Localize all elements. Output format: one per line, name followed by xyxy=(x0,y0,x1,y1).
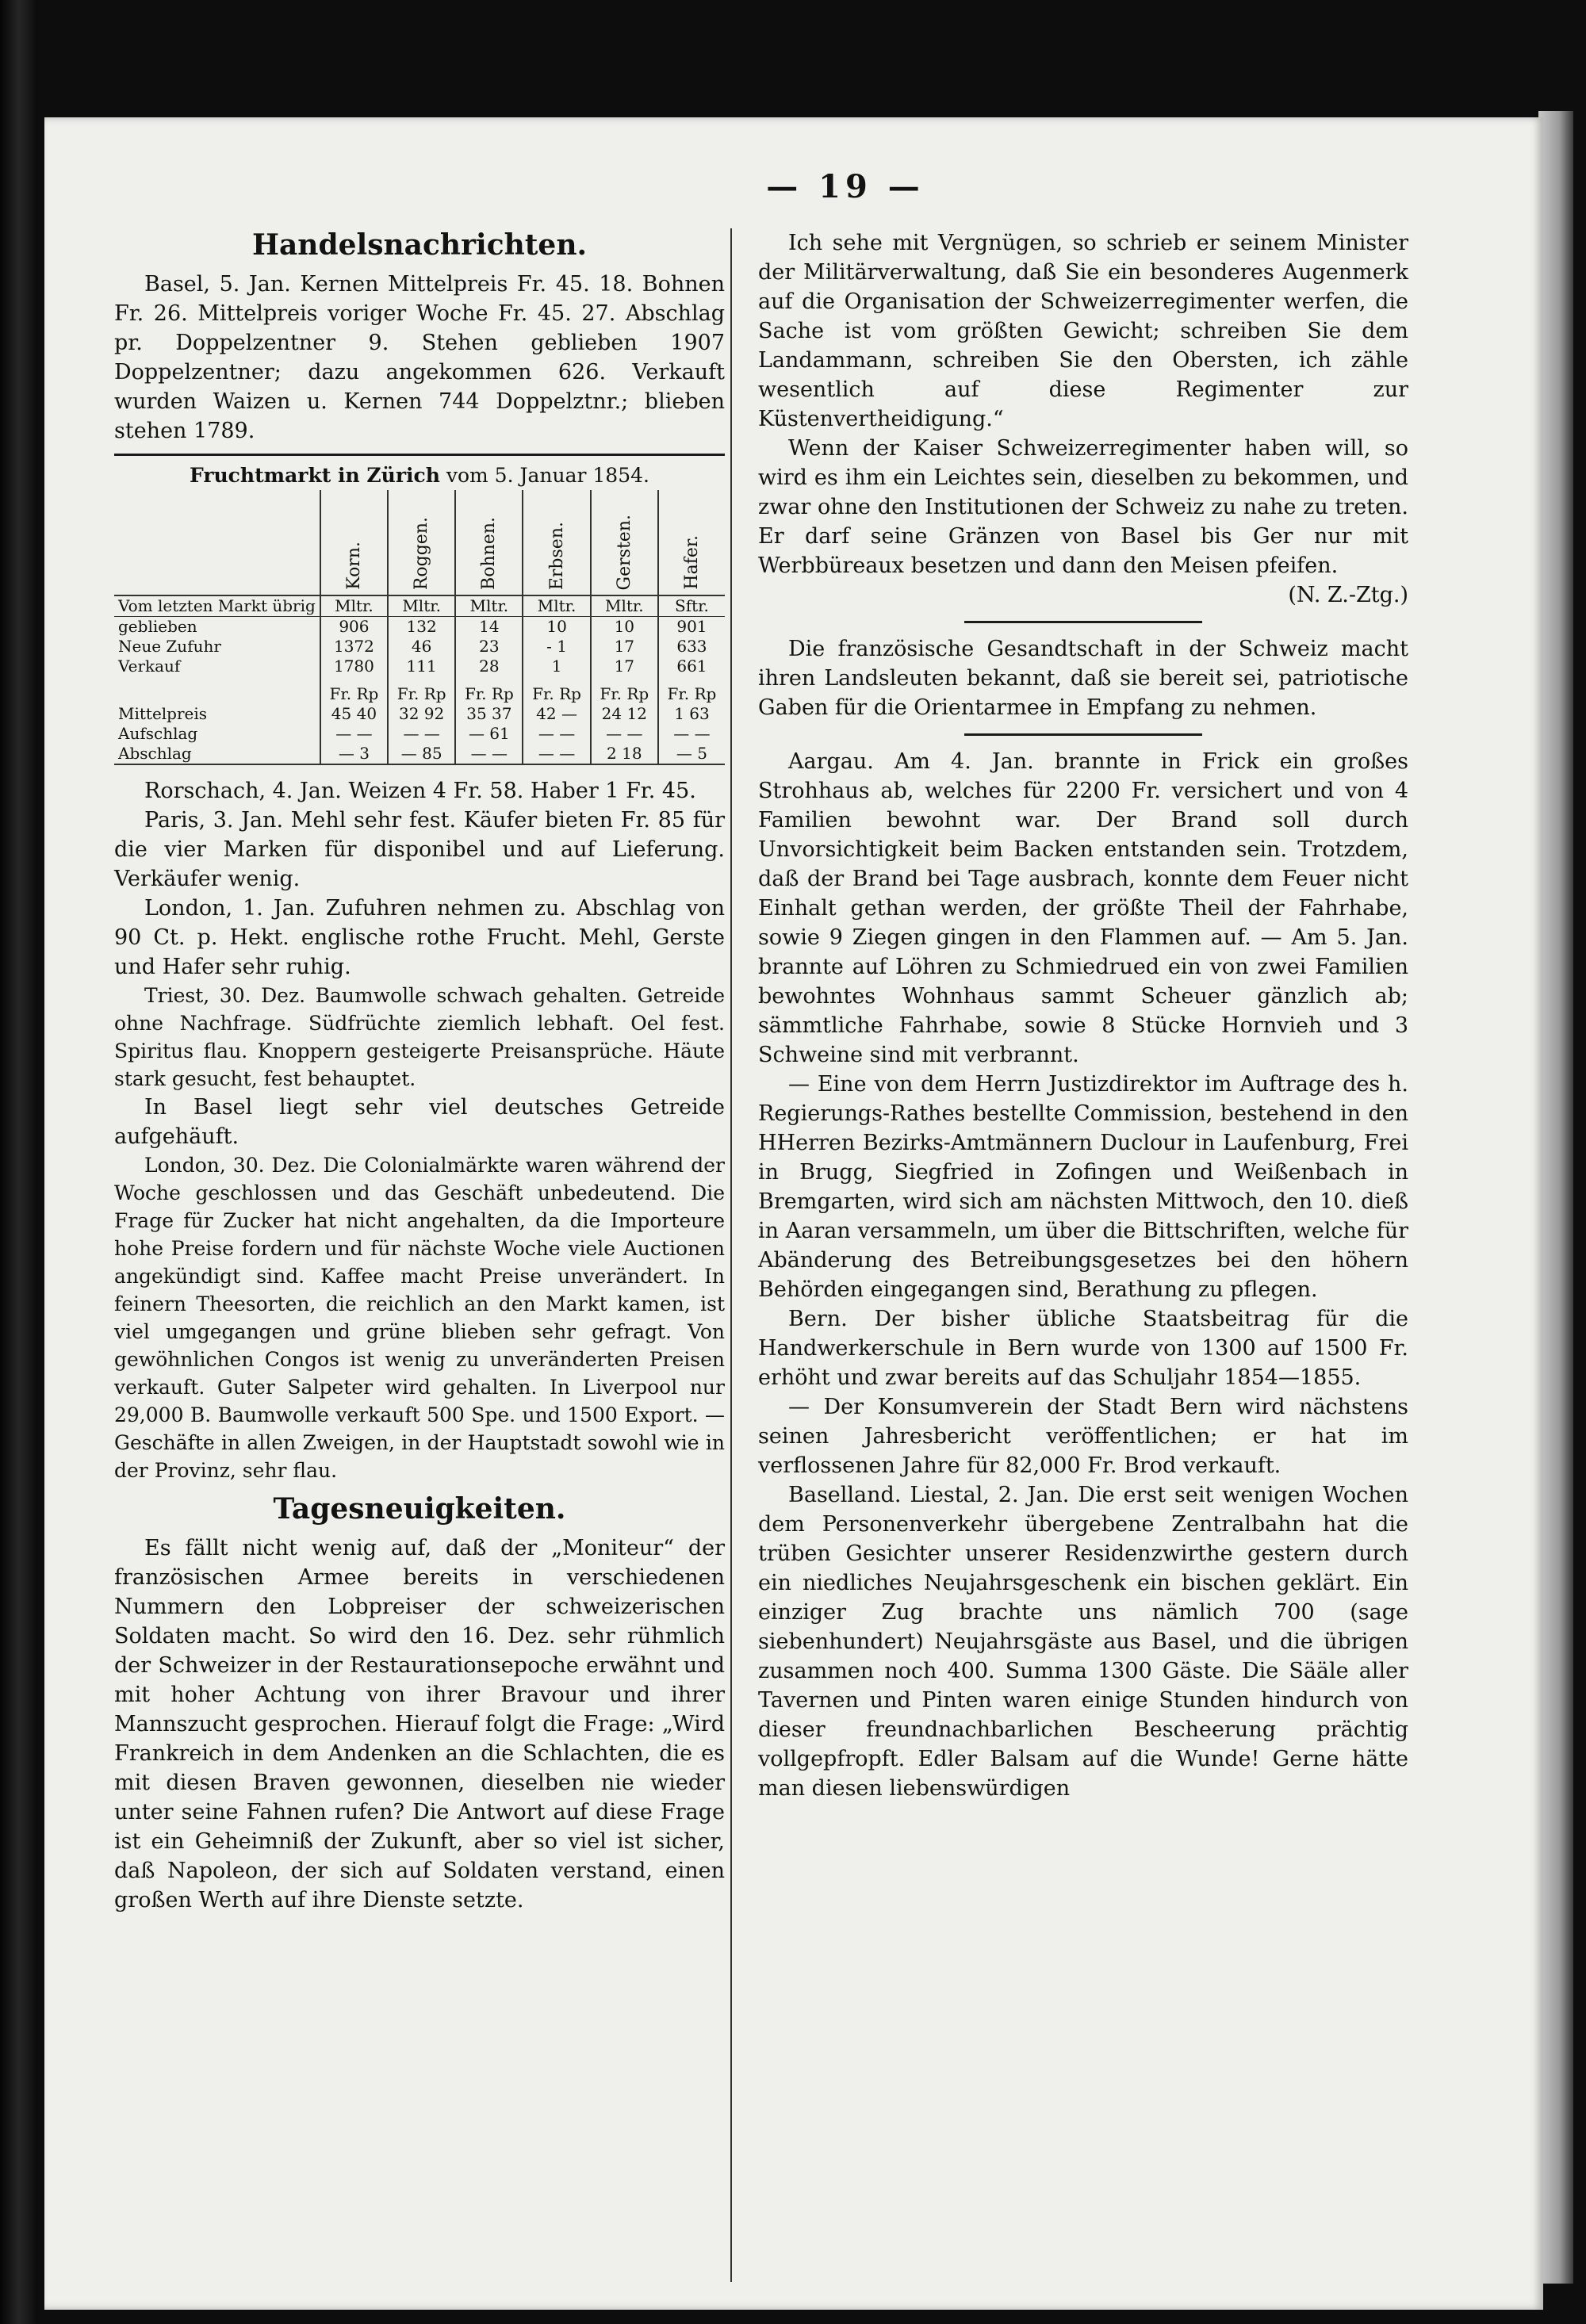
article-triest: Triest, 30. Dez. Baumwolle schwach gehalten. Getreide ohne Nachfrage. Südfrüchte ziemlich lebhaft. Oel fest. Spiritus flau. Knoppern gesteigerte Preisansprüche. Häute stark gesucht, fest behauptet. xyxy=(114,984,725,1090)
article-basel: Basel, 5. Jan. Kernen Mittelpreis Fr. 45. 18. Bohnen Fr. 26. Mittelpreis voriger Woche Fr. 45. 27. Abschlag pr. Doppelzentner 9. Stehen geblieben 1907 Doppelzentner; dazu angekommen 626. Verkauft wurden Waizen u. Kernen 744 Doppelztnr.; blieben stehen 1789. xyxy=(114,272,725,443)
article-moniteur: Es fällt nicht wenig auf, daß der „Moniteur“ der französischen Armee bereits in verschiedenen Nummern den Lobpreiser der schweizerischen Soldaten macht. So wird den 16. Dez. sehr rühmlich der Schweizer in der Restaurationsepoche erwähnt und mit hoher Achtung von ihrer Bravour und ihrer Mannszucht gesprochen. Hierauf folgt die Frage: „Wird Frankreich in dem Andenken an die Schlachten, die es mit diesen Braven gewonnen, dieselben nie wieder unter seine Fahnen rufen? Die Antwort auf diese Frage ist ein Geheimniß der Zukunft, aber so viel ist sicher, daß Napoleon, der sich auf Soldaten verstand, einen großen Werth auf ihre Dienste setzte. xyxy=(114,1536,725,1912)
rule xyxy=(114,454,725,456)
article-aargau: Aargau. Am 4. Jan. brannte in Frick ein großes Strohhaus ab, welches für 2200 Fr. versichert und von 4 Familien bewohnt war. Der Brand soll durch Unvorsichtigkeit beim Backen entstanden sein. Trotzdem, daß der Brand bei Tage ausbrach, konnte dem Feuer nicht Einhalt gethan werden, der größte Theil der Fahrhabe, sowie 9 Ziegen gingen in den Flammen auf. — Am 5. Jan. brannte auf Löhren zu Schmiedrued ein von zwei Familien bewohntes Wohnhaus sammt Scheuer gänzlich ab; sämmtliche Fahrhabe, sowie 8 Stücke Hornvieh und 3 Schweine sind mit verbrannt. xyxy=(758,749,1408,1067)
column-header: Hafer. xyxy=(658,490,725,595)
column-header: Bohnen. xyxy=(455,490,523,595)
fruchtmarkt-table xyxy=(114,490,725,765)
article-rorschach: Rorschach, 4. Jan. Weizen 4 Fr. 58. Haber 1 Fr. 45. xyxy=(144,779,696,803)
article-source: (N. Z.-Ztg.) xyxy=(1288,583,1408,607)
article-basel-getreide: In Basel liegt sehr viel deutsches Getreide aufgehäuft. xyxy=(114,1095,725,1149)
unit-row: Fr. Rp Fr. Rp Fr. Rp Fr. Rp Fr. Rp Fr. Rp xyxy=(114,684,725,704)
column-header: Gersten. xyxy=(591,490,658,595)
column-header: Erbsen. xyxy=(523,490,590,595)
rule xyxy=(964,621,1202,623)
rule xyxy=(964,733,1202,736)
table-title-bold: Fruchtmarkt in Zürich xyxy=(190,464,440,487)
unit-row: Vom letzten Markt übrig Mltr. Mltr. Mltr. Mltr. Mltr. Sftr. xyxy=(114,595,725,617)
right-column xyxy=(758,228,1408,1803)
left-column xyxy=(114,228,725,1915)
section-heading-handel: Handelsnachrichten. xyxy=(251,228,588,262)
column-divider xyxy=(730,228,732,2282)
table-row: Verkauf 1780 111 28 1 17 661 xyxy=(114,657,725,676)
table-row: Abschlag — 3 — 85 — — — — 2 18 — 5 xyxy=(114,744,725,764)
article-paris: Paris, 3. Jan. Mehl sehr fest. Käufer bieten Fr. 85 für die vier Marken für disponibel und auf Lieferung. Verkäufer wenig. xyxy=(114,808,725,891)
page-edge xyxy=(1538,111,1573,2284)
page-number: — 19 — xyxy=(766,168,925,205)
table-corner xyxy=(114,490,320,595)
table-row: Mittelpreis 45 40 32 92 35 37 42 — 24 12 1 63 xyxy=(114,704,725,724)
table-row: Aufschlag — — — — — 61 — — — — — — xyxy=(114,724,725,744)
table-title-date: vom 5. Januar 1854. xyxy=(446,464,649,487)
article-kaiser: Wenn der Kaiser Schweizerregimenter haben will, so wird es ihm ein Leichtes sein, dieselben zu bekommen, und zwar ohne den Institutionen der Schweiz zu nahe zu treten. Er darf seine Gränzen von Basel bis Ger nur mit Werbbüreaux besetzen und dann den Meisen pfeifen. xyxy=(758,436,1408,578)
article-london-2: London, 30. Dez. Die Colonialmärkte waren während der Woche geschlossen und das Geschäft unbedeutend. Die Frage für Zucker hat nicht angehalten, da die Importeure hohe Preise fordern und für nächste Woche viele Auctionen angekündigt sind. Kaffee macht Preise unverändert. In feinern Theesorten, die reichlich an den Markt kamen, ist viel umgegangen und grüne blieben sehr gefragt. Von gewöhnlichen Congos ist wenig zu unveränderten Preisen verkauft. Guter Salpeter wird gehalten. In Liverpool nur 29,000 B. Baumwolle verkauft 500 Spe. und 1500 Export. — Geschäfte in allen Zweigen, in der Hauptstadt sowohl wie in der Provinz, sehr flau. xyxy=(114,1154,725,1482)
article-aargau-commission: — Eine von dem Herrn Justizdirektor im Auftrage des h. Regierungs-Rathes bestellte Commission, bestehend in den HHerren Bezirks-Amtmännern Duclour in Laufenburg, Frei in Brugg, Siegfried in Zofingen und Weißenbach in Bremgarten, wird sich am nächsten Mittwoch, den 10. dieß in Aaran versammeln, um über die Bittschriften, welche für Abänderung des Betreibungsgesetzes bei den höhern Behörden eingegangen sind, Berathung zu pflegen. xyxy=(758,1072,1408,1302)
book-spine xyxy=(0,0,38,2324)
newspaper-page xyxy=(44,117,1543,2310)
article-bern-konsumverein: — Der Konsumverein der Stadt Bern wird nächstens seinen Jahresbericht veröffentlichen; er hat im verflossenen Jahre für 82,000 Fr. Brod verkauft. xyxy=(758,1395,1408,1478)
table-row: Neue Zufuhr 1372 46 23 - 1 17 633 xyxy=(114,637,725,657)
column-header: Roggen. xyxy=(388,490,455,595)
article-napoleon-quote: Ich sehe mit Vergnügen, so schrieb er seinem Minister der Militärverwaltung, daß Sie ein besonderes Augenmerk auf die Organisation der Schweizerregimenter werfen, die Sache ist vom größten Gewicht; schreiben Sie dem Landammann, schreiben Sie den Obersten, ich zähle wesentlich auf diese Regimenter zur Küstenvertheidigung.“ xyxy=(758,231,1408,431)
table-title xyxy=(114,464,725,487)
column-header: Korn. xyxy=(320,490,388,595)
article-bern: Bern. Der bisher übliche Staatsbeitrag für die Handwerkerschule in Bern wurde von 1300 auf 1500 Fr. erhöht und zwar bereits auf das Schuljahr 1854—1855. xyxy=(758,1307,1408,1390)
article-baselland: Baselland. Liestal, 2. Jan. Die erst seit wenigen Wochen dem Personenverkehr übergebene Zentralbahn hat die trüben Gesichter unserer Residenzwirthe gestern durch ein niedliches Neujahrsgeschenk ein bischen geklärt. Ein einziger Zug brachte uns nämlich 700 (sage siebenhundert) Neujahrsgäste aus Basel, und die übrigen zusammen noch 400. Summa 1300 Gäste. Die Sääle aller Tavernen und Pinten waren einige Stunden hindurch von dieser freundnachbarlichen Bescheerung prächtig vollgepfropft. Edler Balsam auf die Wunde! Gerne hätte man diesen liebenswürdigen xyxy=(758,1483,1408,1801)
table-row: geblieben 906 132 14 10 10 901 xyxy=(114,617,725,637)
article-gesandtschaft: Die französische Gesandtschaft in der Schweiz macht ihren Landsleuten bekannt, daß sie bereit sei, patriotische Gaben für die Orientarmee in Empfang zu nehmen. xyxy=(758,637,1408,720)
article-london-1: London, 1. Jan. Zufuhren nehmen zu. Abschlag von 90 Ct. p. Hekt. englische rothe Frucht. Mehl, Gerste und Hafer sehr ruhig. xyxy=(114,896,725,979)
section-heading-tagesneuigkeiten: Tagesneuigkeiten. xyxy=(273,1492,566,1526)
